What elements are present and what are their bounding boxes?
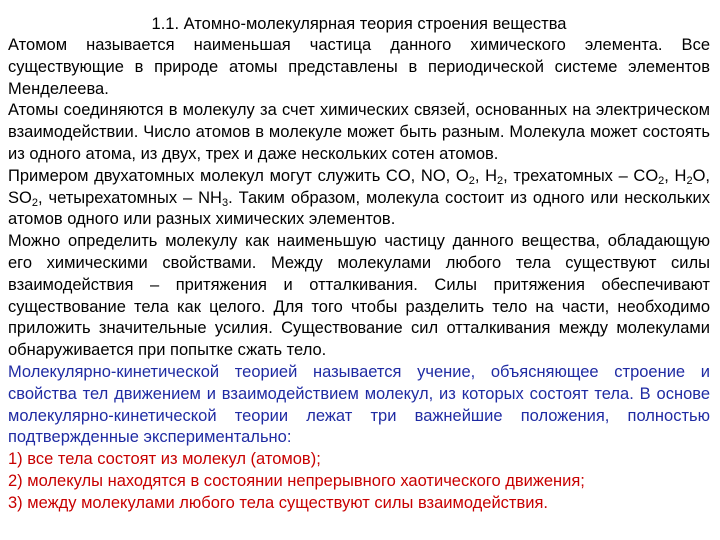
examples-text-f: , четырехатомных – NH [37, 188, 222, 207]
subscript: 3 [221, 196, 229, 209]
examples-text-c: , трехатомных – CO [503, 166, 659, 185]
examples-text-d: , H [664, 166, 687, 185]
paragraph-molecule-definition: Можно определить молекулу как наименьшую частицу данного вещества, обладающую его химическими свойствами. Между молекулами любого тела существуют силы взаимодействия – притяжения и отталкивания. Силы притяжения обеспечивают существование тела как целого. Для того чтобы разделить тело на части, необходимо приложить значительные усилия. Существование сил отталкивания между молекулами обнаруживается при попытке сжать тело. [8, 232, 710, 360]
examples-text-a: Примером двухатомных молекул могут служить CO, NO, O [8, 166, 469, 185]
paragraph-atom-definition: Атомом называется наименьшая частица данного химического элемента. Все существующие в природе атомы представлены в периодической системе элементов Менделеева. [8, 36, 710, 98]
subscript: 2 [468, 174, 475, 187]
paragraph-atoms-connect: Атомы соединяются в молекулу за счет химических связей, основанных на электрическом взаимодействии. Число атомов в молекуле может быть разным. Молекула может состоять из одного атома, из двух, трех и даже нескольких сотен атомов. [8, 101, 710, 163]
subscript: 2 [686, 174, 693, 187]
list-item: 3) между молекулами любого тела существуют силы взаимодействия. [8, 493, 548, 512]
examples-text-g: . Таким образом, молекула состоит из одного или нескольких атомов одного или разных химических элементов. [8, 188, 710, 229]
paragraph-mkt-definition: Молекулярно-кинетической теорией называется учение, объясняющее строение и свойства тел движением и взаимодействием молекул, из которых состоят тела. В основе молекулярно-кинетической теории лежат три важнейшие положения, полностью подтвержденные экспериментально: [8, 362, 710, 447]
list-item: 1) все тела состоят из молекул (атомов); [8, 450, 321, 469]
examples-text-b: , H [474, 166, 498, 185]
examples-text-e: O, SO [8, 166, 710, 207]
subscript: 2 [497, 174, 504, 187]
subscript: 2 [31, 196, 38, 209]
slide-title: 1.1. Атомно-молекулярная теория строения вещества [151, 15, 567, 33]
paragraph-molecule-examples [8, 166, 710, 231]
subscript: 2 [658, 174, 665, 187]
list-item: 2) молекулы находятся в состоянии непрерывного хаотического движения; [8, 471, 585, 490]
